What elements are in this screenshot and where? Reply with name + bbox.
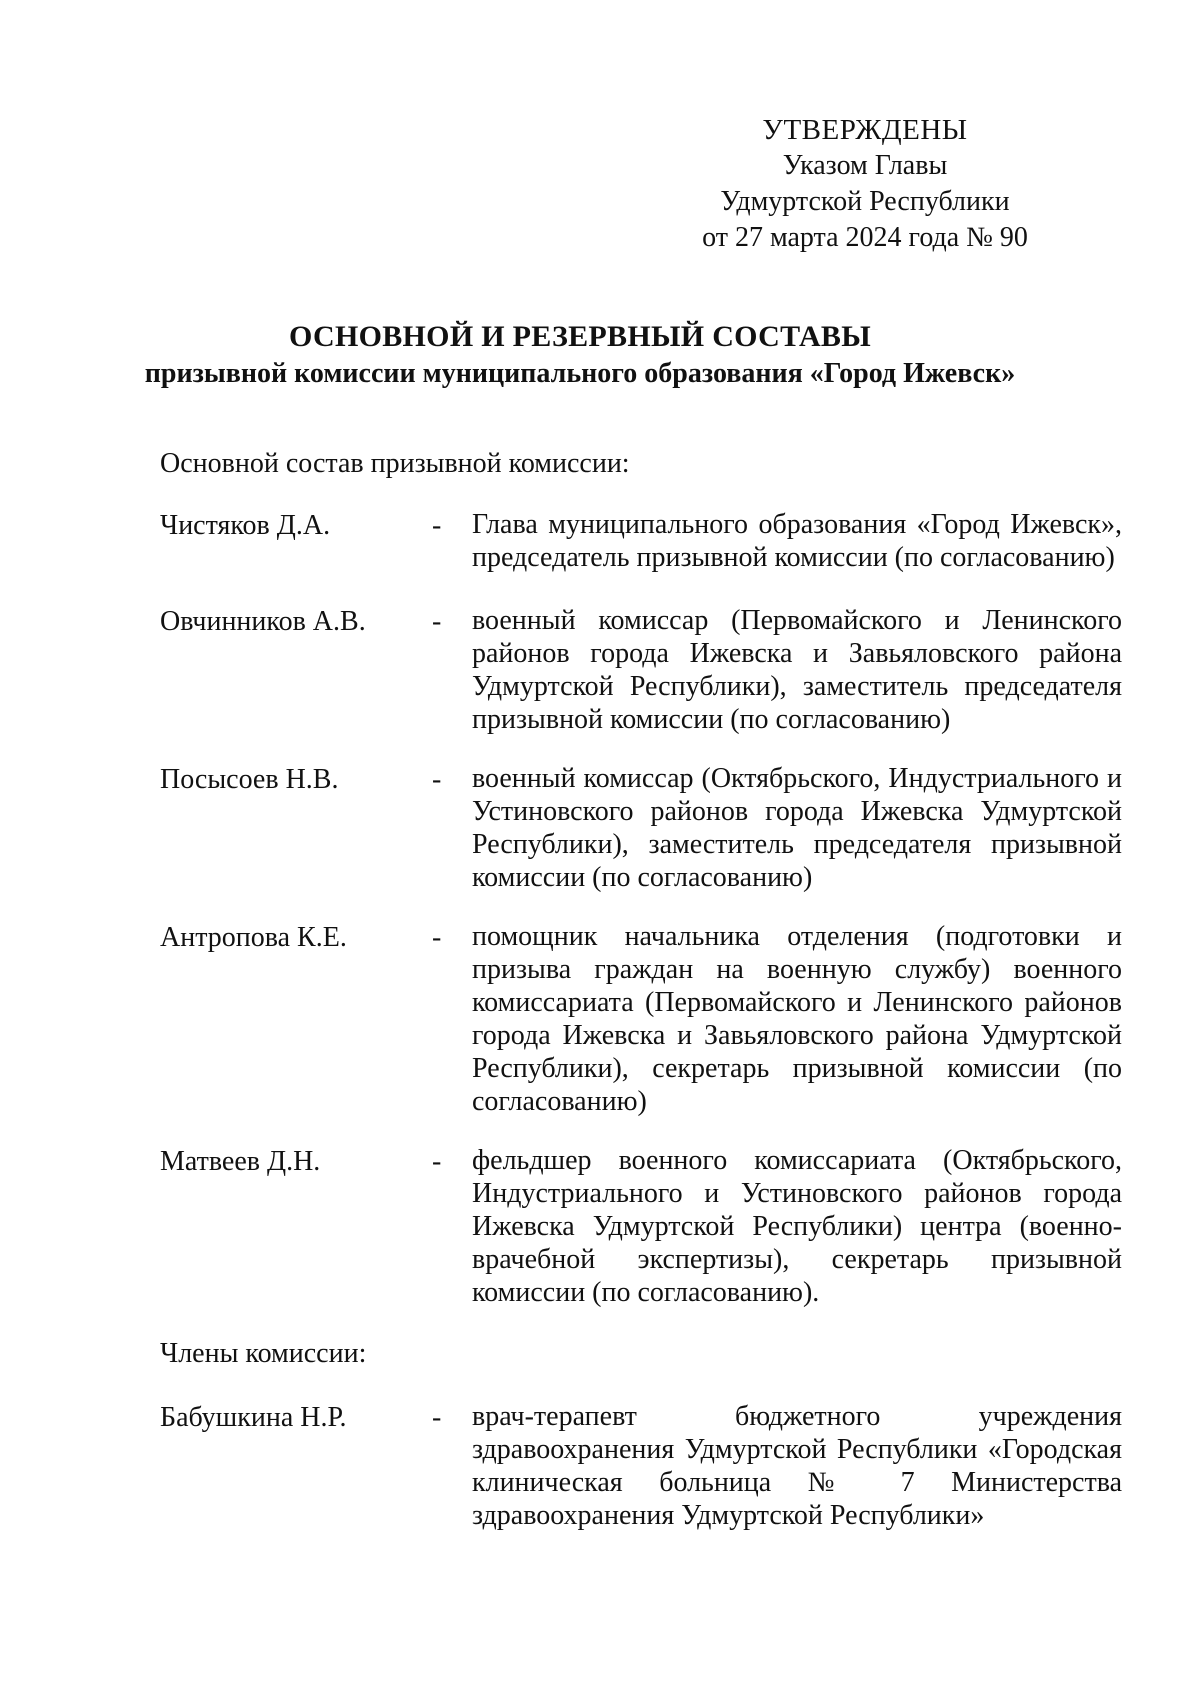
member-role: военный комиссар (Первомайского и Ленинского районов города Ижевска и Завьяловского района Удмуртской Республики), заместитель председателя призывной комиссии (по согласованию) xyxy=(472,605,1122,735)
dash-separator: - xyxy=(432,606,442,637)
member-name: Овчинников А.В. xyxy=(160,606,366,637)
dash-separator: - xyxy=(432,922,442,953)
member-role: врач-терапевт бюджетного учреждения здравоохранения Удмуртской Республики «Городская клиническая больница № 7 Министерства здравоохранения Удмуртской Республики» xyxy=(472,1401,1122,1531)
document-title-block xyxy=(120,318,1040,392)
member-role: военный комиссар (Октябрьского, Индустриального и Устиновского районов города Ижевска Удмуртской Республики), заместитель председателя призывной комиссии (по согласованию) xyxy=(472,763,1122,893)
member-name: Посысоев Н.В. xyxy=(160,764,339,795)
dash-separator: - xyxy=(432,510,442,541)
approval-stamp-block xyxy=(650,112,1080,256)
document-title: ОСНОВНОЙ И РЕЗЕРВНЫЙ СОСТАВЫ xyxy=(289,320,871,353)
approval-date-line: от 27 марта 2024 года № 90 xyxy=(702,222,1028,253)
member-role: фельдшер военного комиссариата (Октябрьского, Индустриального и Устиновского районов города Ижевска Удмуртской Республики) центра (военно-врачебной экспертизы), секретарь призывной комиссии (по согласованию). xyxy=(472,1145,1122,1308)
member-name: Бабушкина Н.Р. xyxy=(160,1402,347,1433)
member-role: помощник начальника отделения (подготовки и призыва граждан на военную службу) военного комиссариата (Первомайского и Ленинского районов города Ижевска и Завьяловского района Удмуртской Республики), секретарь призывной комиссии (по согласованию) xyxy=(472,921,1122,1117)
member-name: Чистяков Д.А. xyxy=(160,510,331,541)
approval-decree-line: Указом Главы xyxy=(782,150,948,181)
approval-authority-line: Удмуртской Республики xyxy=(720,186,1010,217)
member-name: Матвеев Д.Н. xyxy=(160,1146,321,1177)
main-composition-heading: Основной состав призывной комиссии: xyxy=(160,448,630,479)
approval-heading: УТВЕРЖДЕНЫ xyxy=(762,114,968,146)
dash-separator: - xyxy=(432,764,442,795)
dash-separator: - xyxy=(432,1402,442,1433)
members-heading: Члены комиссии: xyxy=(160,1338,367,1369)
member-role: Глава муниципального образования «Город Ижевск», председатель призывной комиссии (по согласованию) xyxy=(472,509,1122,573)
member-name: Антропова К.Е. xyxy=(160,922,347,953)
document-subtitle: призывной комиссии муниципального образования «Город Ижевск» xyxy=(144,358,1016,389)
dash-separator: - xyxy=(432,1146,442,1177)
